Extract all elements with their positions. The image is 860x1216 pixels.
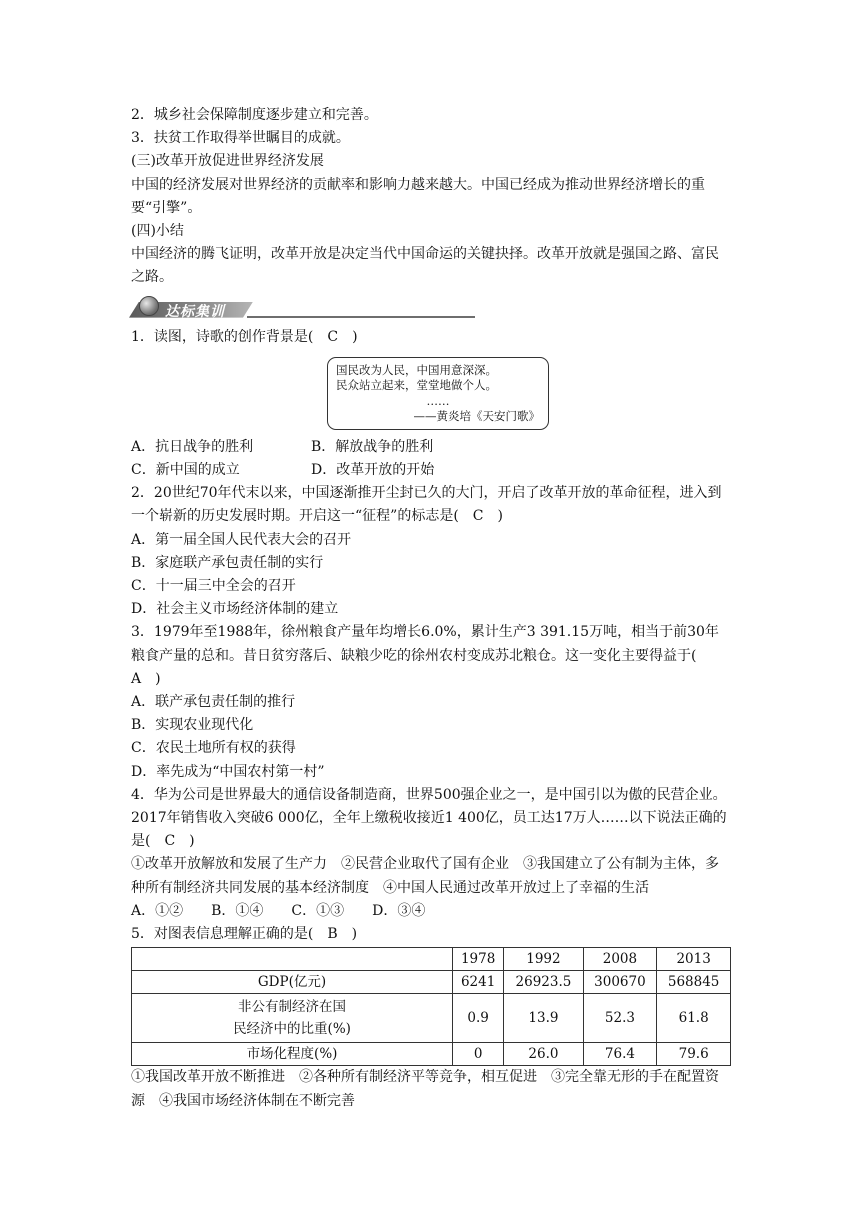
table-cell: 13.9	[504, 994, 583, 1043]
table-year-1978: 1978	[453, 948, 504, 971]
section-3-text: 中国的经济发展对世界经济的贡献率和影响力越来越大。中国已经成为推动世界经济增长的重要“引擎”。	[131, 176, 705, 216]
section-4-text: 中国经济的腾飞证明，改革开放是决定当代中国命运的关键抉择。改革开放就是强国之路、富民之路。	[131, 246, 719, 286]
q4-options: A．①② B．①④ C．①③ D．③④	[131, 902, 426, 919]
q2-option-c: C．十一届三中全会的召开	[131, 578, 296, 595]
table-cell: 6241	[453, 971, 504, 994]
table-cell: 300670	[583, 971, 657, 994]
table-row-label: GDP(亿元)	[132, 971, 453, 994]
poem-ellipsis: ……	[426, 393, 450, 408]
section-banner	[129, 296, 475, 322]
q3-option-d: D．率先成为“中国农村第一村”	[131, 763, 325, 780]
q3-option-a: A．联产承包责任制的推行	[131, 694, 296, 711]
banner-rule	[247, 316, 475, 318]
table-row	[132, 1043, 731, 1066]
globe-icon	[139, 296, 159, 316]
q2-option-d: D．社会主义市场经济体制的建立	[131, 601, 339, 618]
table-row-label: 市场化程度(%)	[132, 1043, 453, 1066]
table-header-row	[132, 948, 731, 971]
poem-box	[327, 357, 549, 430]
q1-option-b: B．解放战争的胜利	[311, 438, 434, 455]
q1-option-c: C．新中国的成立	[131, 462, 240, 479]
table-cell: 568845	[657, 971, 731, 994]
q5-stem: 5．对图表信息理解正确的是( B )	[131, 926, 358, 943]
q1-stem: 1．读图，诗歌的创作背景是( C )	[131, 328, 358, 345]
section-4-title: (四)小结	[131, 223, 184, 240]
q4-items: ①改革开放解放和发展了生产力 ②民营企业取代了国有企业 ③我国建立了公有制为主体，多种所有制经济共同发展的基本经济制度 ④中国人民通过改革开放过上了幸福的生活	[131, 856, 719, 896]
table-cell: 0	[453, 1043, 504, 1066]
q3-option-c: C．农民土地所有权的获得	[131, 740, 296, 757]
poem-author: ——黄炎培《天安门歌》	[413, 409, 540, 424]
table-year-2008: 2008	[583, 948, 657, 971]
q1-option-d: D．改革开放的开始	[311, 462, 435, 479]
table-cell: 79.6	[657, 1043, 731, 1066]
document-page	[131, 104, 731, 1113]
table-row	[132, 994, 731, 1043]
poem-line-1: 国民改为人民，中国用意深深。	[336, 362, 497, 377]
q2-stem: 2．20世纪70年代末以来，中国逐渐推开尘封已久的大门，开启了改革开放的革命征程，进入到一个崭新的历史发展时期。开启这一“征程”的标志是( C )	[131, 485, 722, 525]
table-row	[132, 971, 731, 994]
table-cell: 26.0	[504, 1043, 583, 1066]
q5-table	[131, 947, 731, 1066]
table-year-2013: 2013	[657, 948, 731, 971]
table-corner-cell	[132, 948, 453, 971]
table-cell: 52.3	[583, 994, 657, 1043]
q1-options-row-1	[131, 436, 731, 459]
table-row-label-line-2: 民经济中的比重(%)	[233, 1021, 351, 1038]
intro-line-2: 3．扶贫工作取得举世瞩目的成就。	[131, 130, 350, 147]
q2-option-b: B．家庭联产承包责任制的实行	[131, 554, 324, 571]
table-cell: 61.8	[657, 994, 731, 1043]
section-3-title: (三)改革开放促进世界经济发展	[131, 153, 324, 170]
q2-option-a: A．第一届全国人民代表大会的召开	[131, 531, 352, 548]
poem-line-2: 民众站立起来，堂堂地做个人。	[336, 378, 497, 393]
q5-items: ①我国改革开放不断推进 ②各种所有制经济平等竞争，相互促进 ③完全靠无形的手在配置资源 ④我国市场经济体制在不断完善	[131, 1069, 719, 1109]
q1-options-row-2	[131, 459, 731, 482]
table-year-1992: 1992	[504, 948, 583, 971]
table-cell: 26923.5	[504, 971, 583, 994]
table-cell: 0.9	[453, 994, 504, 1043]
q4-stem: 4．华为公司是世界最大的通信设备制造商，世界500强企业之一，是中国引以为傲的民营企业。2017年销售收入突破6 000亿，全年上缴税收接近1 400亿，员工达17万人……以下说法正确的是( C )	[131, 786, 727, 850]
q3-stem: 3．1979年至1988年，徐州粮食产量年均增长6.0%，累计生产3 391.15万吨，相当于前30年粮食产量的总和。昔日贫穷落后、缺粮少吃的徐州农村变成苏北粮仓。这一变化主要得益于( A )	[131, 624, 719, 687]
banner-title: 达标集训	[165, 303, 225, 320]
q3-option-b: B．实现农业现代化	[131, 717, 254, 734]
table-row-label-line-1: 非公有制经济在国	[238, 999, 346, 1016]
intro-line-1: 2．城乡社会保障制度逐步建立和完善。	[131, 107, 378, 123]
table-row-label	[132, 994, 453, 1043]
table-cell: 76.4	[583, 1043, 657, 1066]
q1-option-a: A．抗日战争的胜利	[131, 438, 254, 455]
